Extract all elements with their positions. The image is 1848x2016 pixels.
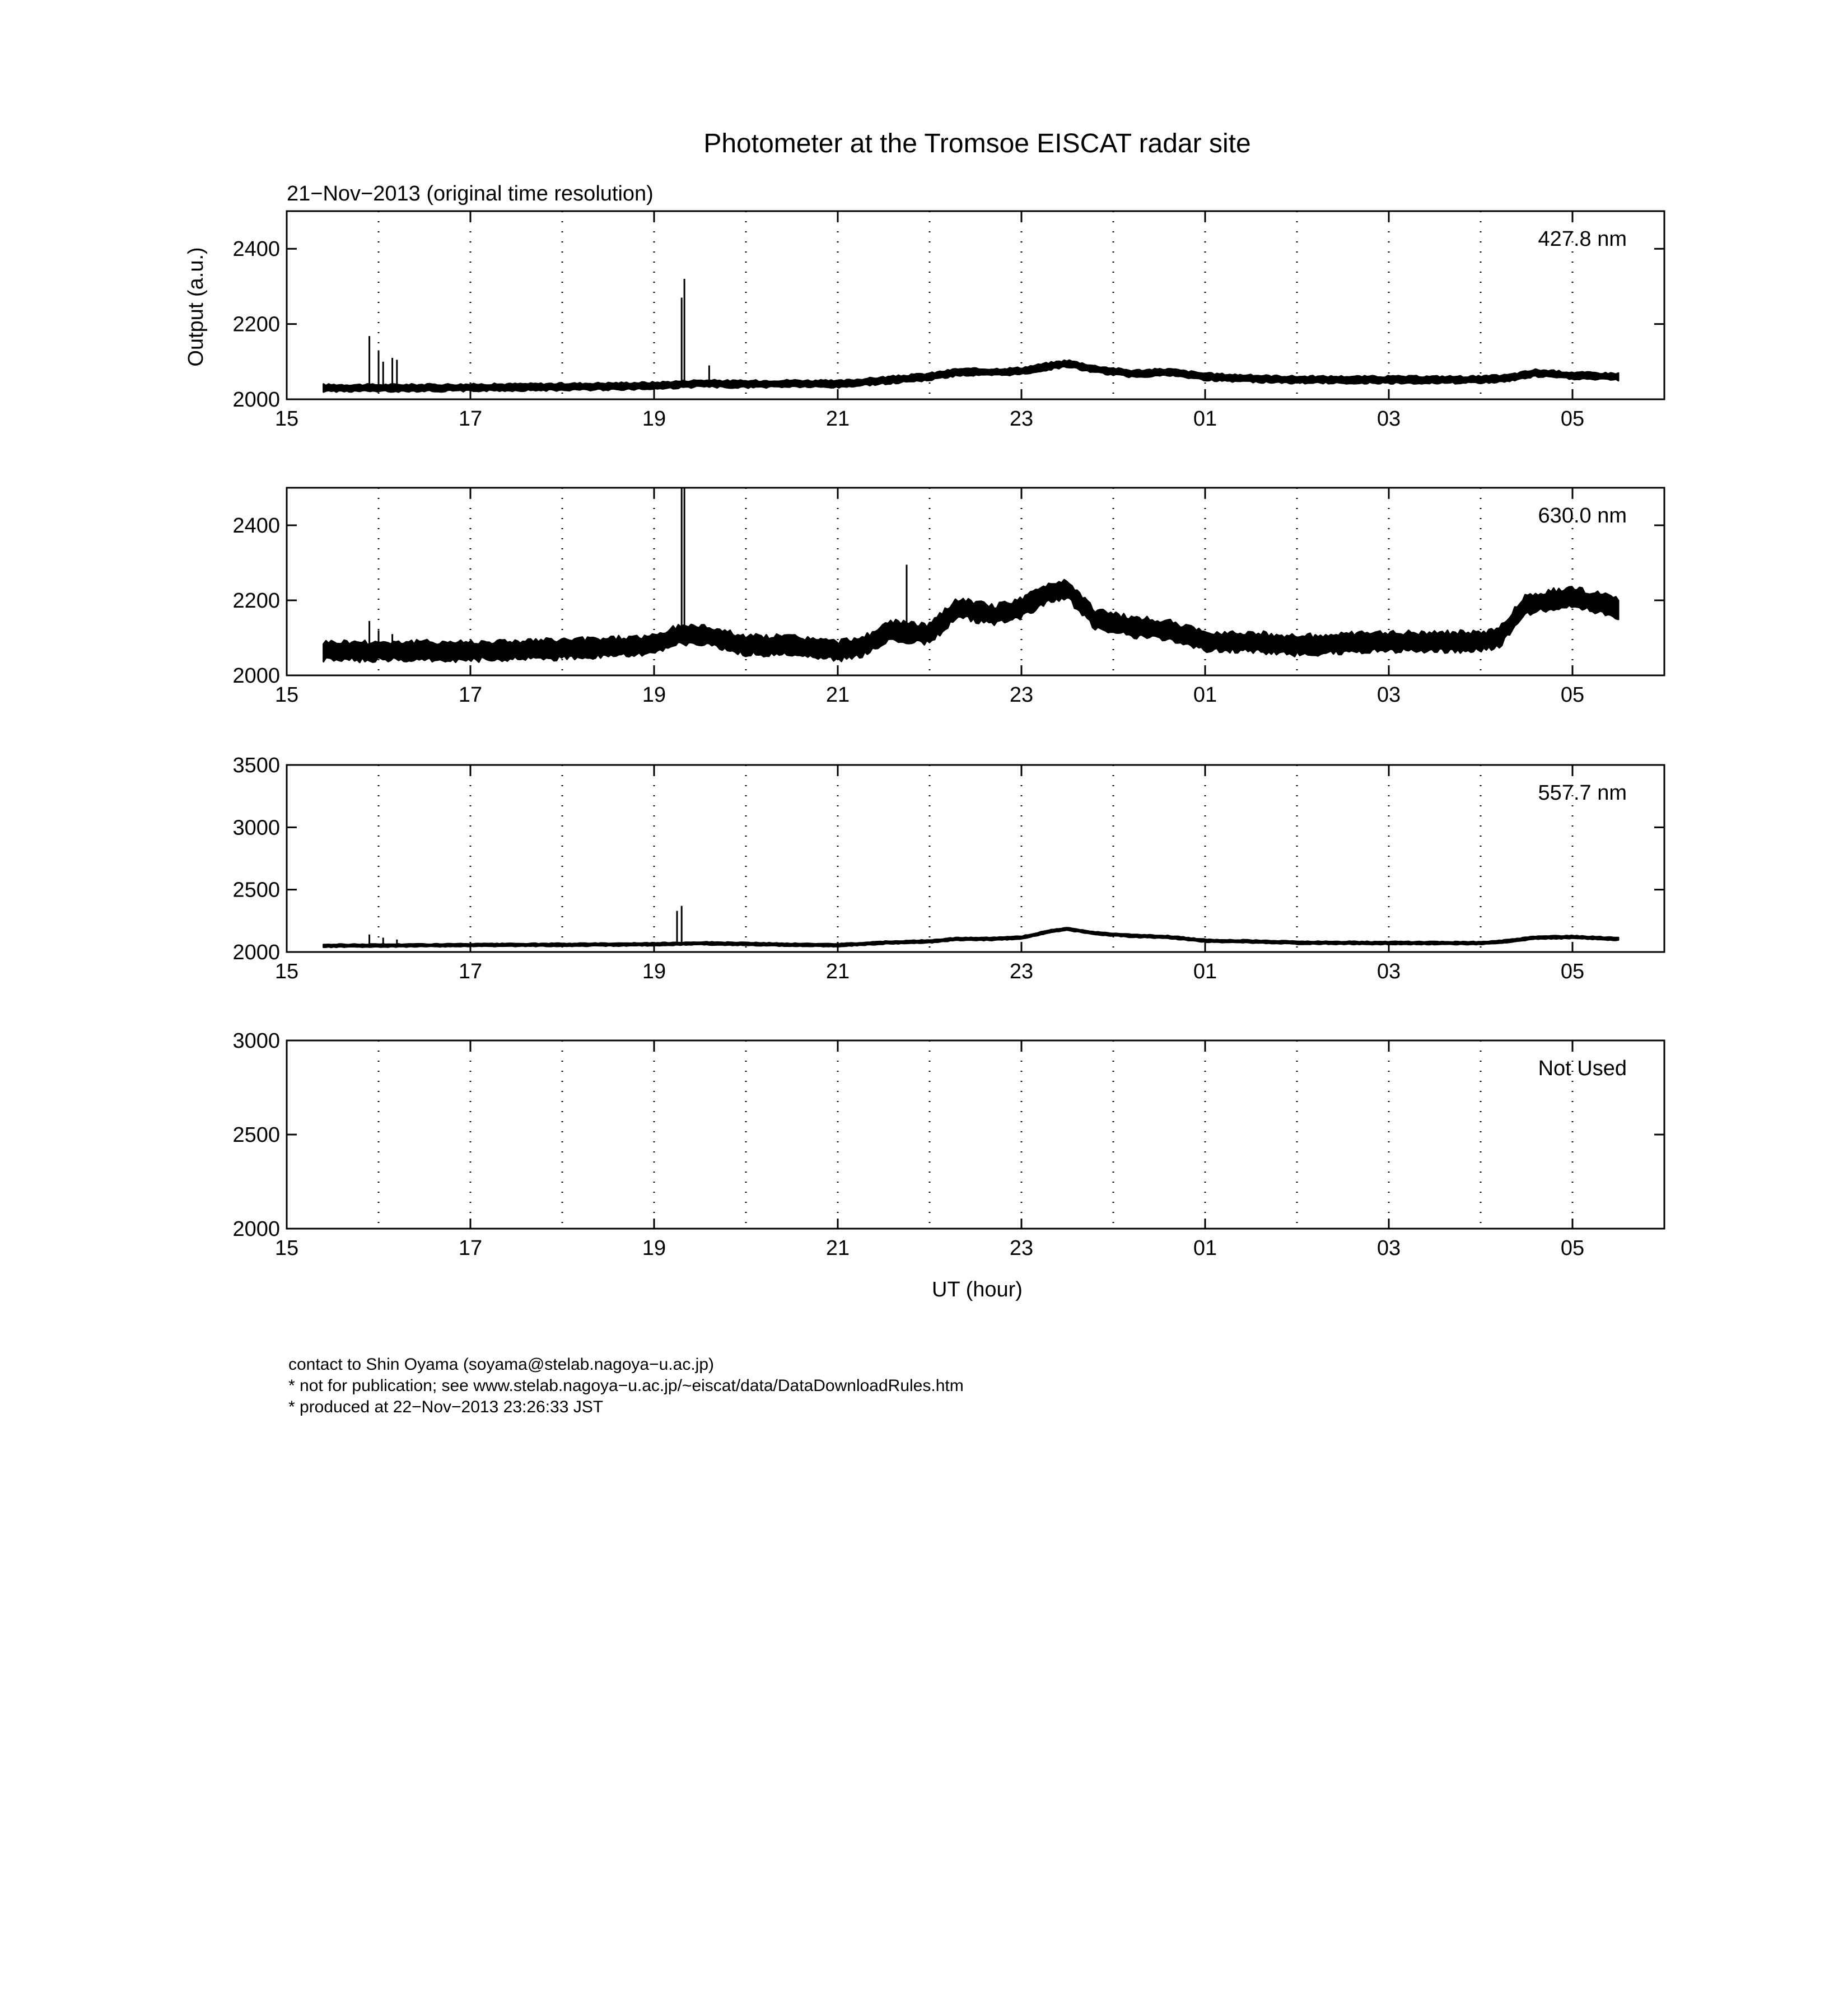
panel-2 [232,488,1664,707]
y-tick-label: 2000 [232,1217,280,1241]
y-tick-label: 2000 [232,388,280,412]
x-tick-label: 23 [1009,1236,1034,1260]
figure-subtitle: 21−Nov−2013 (original time resolution) [287,182,654,206]
x-tick-label: 05 [1560,407,1585,431]
panel-label: 630.0 nm [1538,504,1627,528]
footer-notes [288,1354,964,1418]
footer-contact: contact to Shin Oyama (soyama@stelab.nagoya−u.ac.jp) [288,1355,715,1374]
y-tick-label: 2000 [232,941,280,964]
x-tick-label: 17 [458,407,483,431]
axes-box [287,765,1664,952]
x-tick-label: 15 [274,683,299,707]
x-tick-label: 01 [1193,683,1217,707]
panel-label: 557.7 nm [1538,781,1627,805]
y-tick-label: 2200 [232,312,280,337]
x-tick-label: 17 [458,960,483,983]
series-envelope [324,928,1618,948]
y-tick-label: 2200 [232,589,280,613]
x-tick-label: 03 [1376,683,1401,707]
x-tick-label: 23 [1009,683,1034,707]
x-tick-label: 19 [642,1236,666,1260]
x-tick-label: 21 [825,960,850,983]
x-tick-label: 05 [1560,960,1585,983]
y-tick-label: 2000 [232,664,280,688]
y-tick-label: 3000 [232,816,280,840]
panel-label: Not Used [1538,1057,1627,1080]
panels-group [232,211,1664,1260]
footer-publication-note: * not for publication; see www.stelab.nagoya−u.ac.jp/~eiscat/data/DataDownloadRules.htm [288,1376,964,1395]
panel-3 [232,754,1664,983]
figure-title: Photometer at the Tromsoe EISCAT radar site [703,129,1251,158]
x-tick-label: 01 [1193,407,1217,431]
x-tick-label: 21 [825,1236,850,1260]
x-tick-label: 03 [1376,1236,1401,1260]
x-tick-label: 19 [642,960,666,983]
footer-produced-at: * produced at 22−Nov−2013 23:26:33 JST [288,1398,604,1416]
x-tick-label: 21 [825,407,850,431]
x-tick-label: 15 [274,1236,299,1260]
x-tick-label: 17 [458,683,483,707]
y-tick-label: 2500 [232,878,280,902]
x-tick-label: 15 [274,960,299,983]
axes-box [287,1040,1664,1229]
series-envelope [324,360,1618,392]
x-tick-label: 05 [1560,1236,1585,1260]
panel-4 [232,1029,1664,1260]
x-tick-label: 19 [642,407,666,431]
x-axis-label: UT (hour) [932,1278,1023,1301]
y-tick-label: 2400 [232,514,280,538]
x-tick-label: 19 [642,683,666,707]
y-tick-label: 2400 [232,237,280,262]
x-tick-label: 23 [1009,407,1034,431]
y-axis-label: Output (a.u.) [184,247,208,367]
y-tick-label: 3000 [232,1029,280,1053]
x-tick-label: 23 [1009,960,1034,983]
panel-1 [232,211,1664,431]
x-tick-label: 05 [1560,683,1585,707]
y-tick-label: 3500 [232,754,280,777]
x-tick-label: 01 [1193,1236,1217,1260]
x-tick-label: 03 [1376,407,1401,431]
panel-label: 427.8 nm [1538,227,1627,251]
y-tick-label: 2500 [232,1123,280,1147]
x-tick-label: 01 [1193,960,1217,983]
x-tick-label: 17 [458,1236,483,1260]
series-envelope [324,580,1618,662]
x-tick-label: 21 [825,683,850,707]
x-tick-label: 15 [274,407,299,431]
x-tick-label: 03 [1376,960,1401,983]
